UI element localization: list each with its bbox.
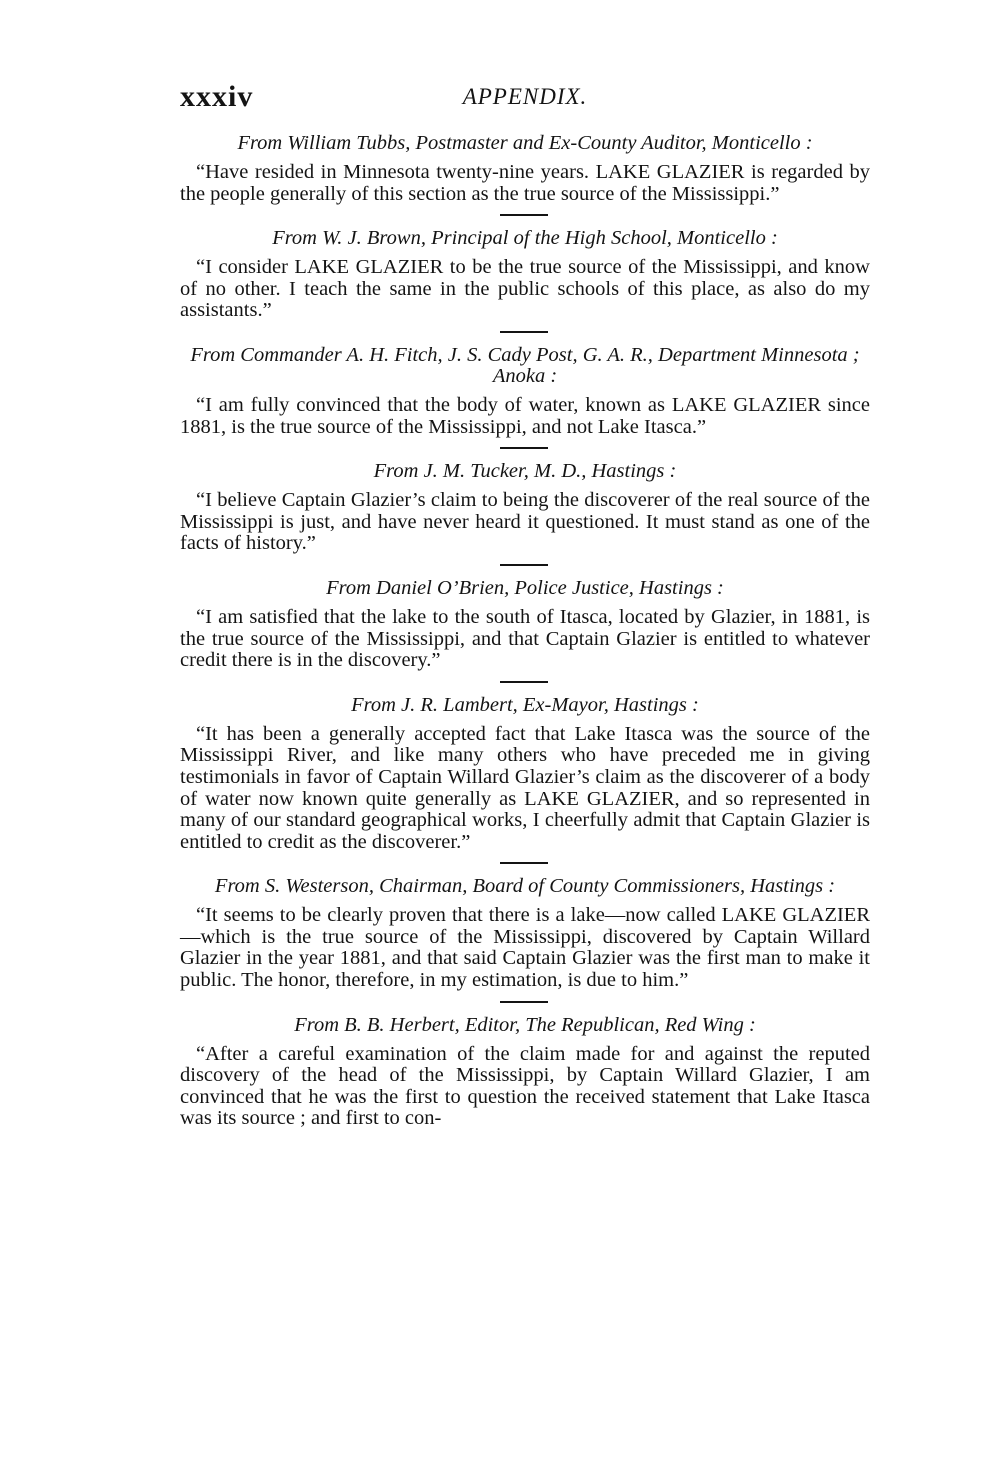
testimonial-quote: “I believe Captain Glazier’s claim to being the discoverer of the real source of the Mississippi is just, and have never heard it questioned. It must stand as one of the facts of history.” (180, 489, 870, 555)
testimonial-attribution: From W. J. Brown, Principal of the High School, Monticello : (272, 227, 778, 250)
testimonial-attribution: From Daniel O’Brien, Police Justice, Hastings : (326, 576, 724, 599)
section-divider (500, 214, 548, 216)
running-head: APPENDIX. (462, 84, 588, 109)
section-divider (500, 331, 548, 333)
page-number: xxxiv (180, 80, 254, 113)
testimonial-attribution: From Commander A. H. Fitch, J. S. Cady Post, G. A. R., Department Minnesota ; Anoka : (190, 343, 860, 387)
testimonial-attribution: From S. Westerson, Chairman, Board of County Commissioners, Hastings : (214, 875, 836, 898)
testimonial-quote: “After a careful examination of the claim made for and against the reputed discovery of the head of the Mississippi, by Captain Willard Glazier, I am convinced that he was the first to question the received statement that Lake Itasca was its source ; and first to con- (180, 1042, 870, 1130)
testimonial-entry (180, 228, 870, 322)
testimonial-entry (180, 1015, 870, 1130)
testimonial-attribution: From J. M. Tucker, M. D., Hastings : (373, 460, 677, 483)
testimonial-quote: “It has been a generally accepted fact that Lake Itasca was the source of the Mississippi River, and like many others who have preceded me in giving testimonials in favor of Captain Willard Glazier’s claim as the discoverer of a body of water now known quite generally as LAKE GLAZIER, and so represented in many of our standard geographical works, I cheerfully admit that Captain Glazier is entitled to credit as the discoverer.” (180, 722, 870, 853)
testimonial-entry (180, 461, 870, 555)
testimonial-quote: “I consider LAKE GLAZIER to be the true source of the Mississippi, and know of no other. I teach the same in the public schools of this place, as also do my assistants.” (180, 256, 870, 322)
testimonials (180, 133, 870, 1130)
testimonial-entry (180, 578, 870, 672)
testimonial-attribution: From J. R. Lambert, Ex-Mayor, Hastings : (351, 693, 699, 716)
testimonial-quote: “I am satisfied that the lake to the south of Itasca, located by Glazier, in 1881, is the true source of the Mississippi, and that Captain Glazier is entitled to whatever credit there is in the discovery.” (180, 605, 870, 672)
testimonial-attribution: From William Tubbs, Postmaster and Ex-County Auditor, Monticello : (237, 132, 813, 154)
testimonial-entry (180, 876, 870, 991)
testimonial-entry (180, 133, 870, 205)
section-divider (500, 681, 548, 683)
testimonial-entry (180, 695, 870, 854)
testimonial-attribution: From B. B. Herbert, Editor, The Republican, Red Wing : (294, 1013, 756, 1036)
testimonial-quote: “It seems to be clearly proven that there is a lake—now called LAKE GLAZIER—which is the true source of the Mississippi, discovered by Captain Willard Glazier in the year 1881, and that said Captain Glazier was the first man to make it public. The honor, therefore, in my estimation, is due to him.” (180, 904, 870, 992)
section-divider (500, 447, 548, 449)
testimonial-entry (180, 345, 870, 438)
section-divider (500, 1001, 548, 1003)
section-divider (500, 564, 548, 566)
page-header (180, 80, 870, 120)
testimonial-quote: “Have resided in Minnesota twenty-nine years. LAKE GLAZIER is regarded by the people generally of this section as the true source of the Mississippi.” (180, 161, 870, 205)
section-divider (500, 862, 548, 864)
testimonial-quote: “I am fully convinced that the body of water, known as LAKE GLAZIER since 1881, is the true source of the Mississippi, and not Lake Itasca.” (180, 393, 870, 438)
